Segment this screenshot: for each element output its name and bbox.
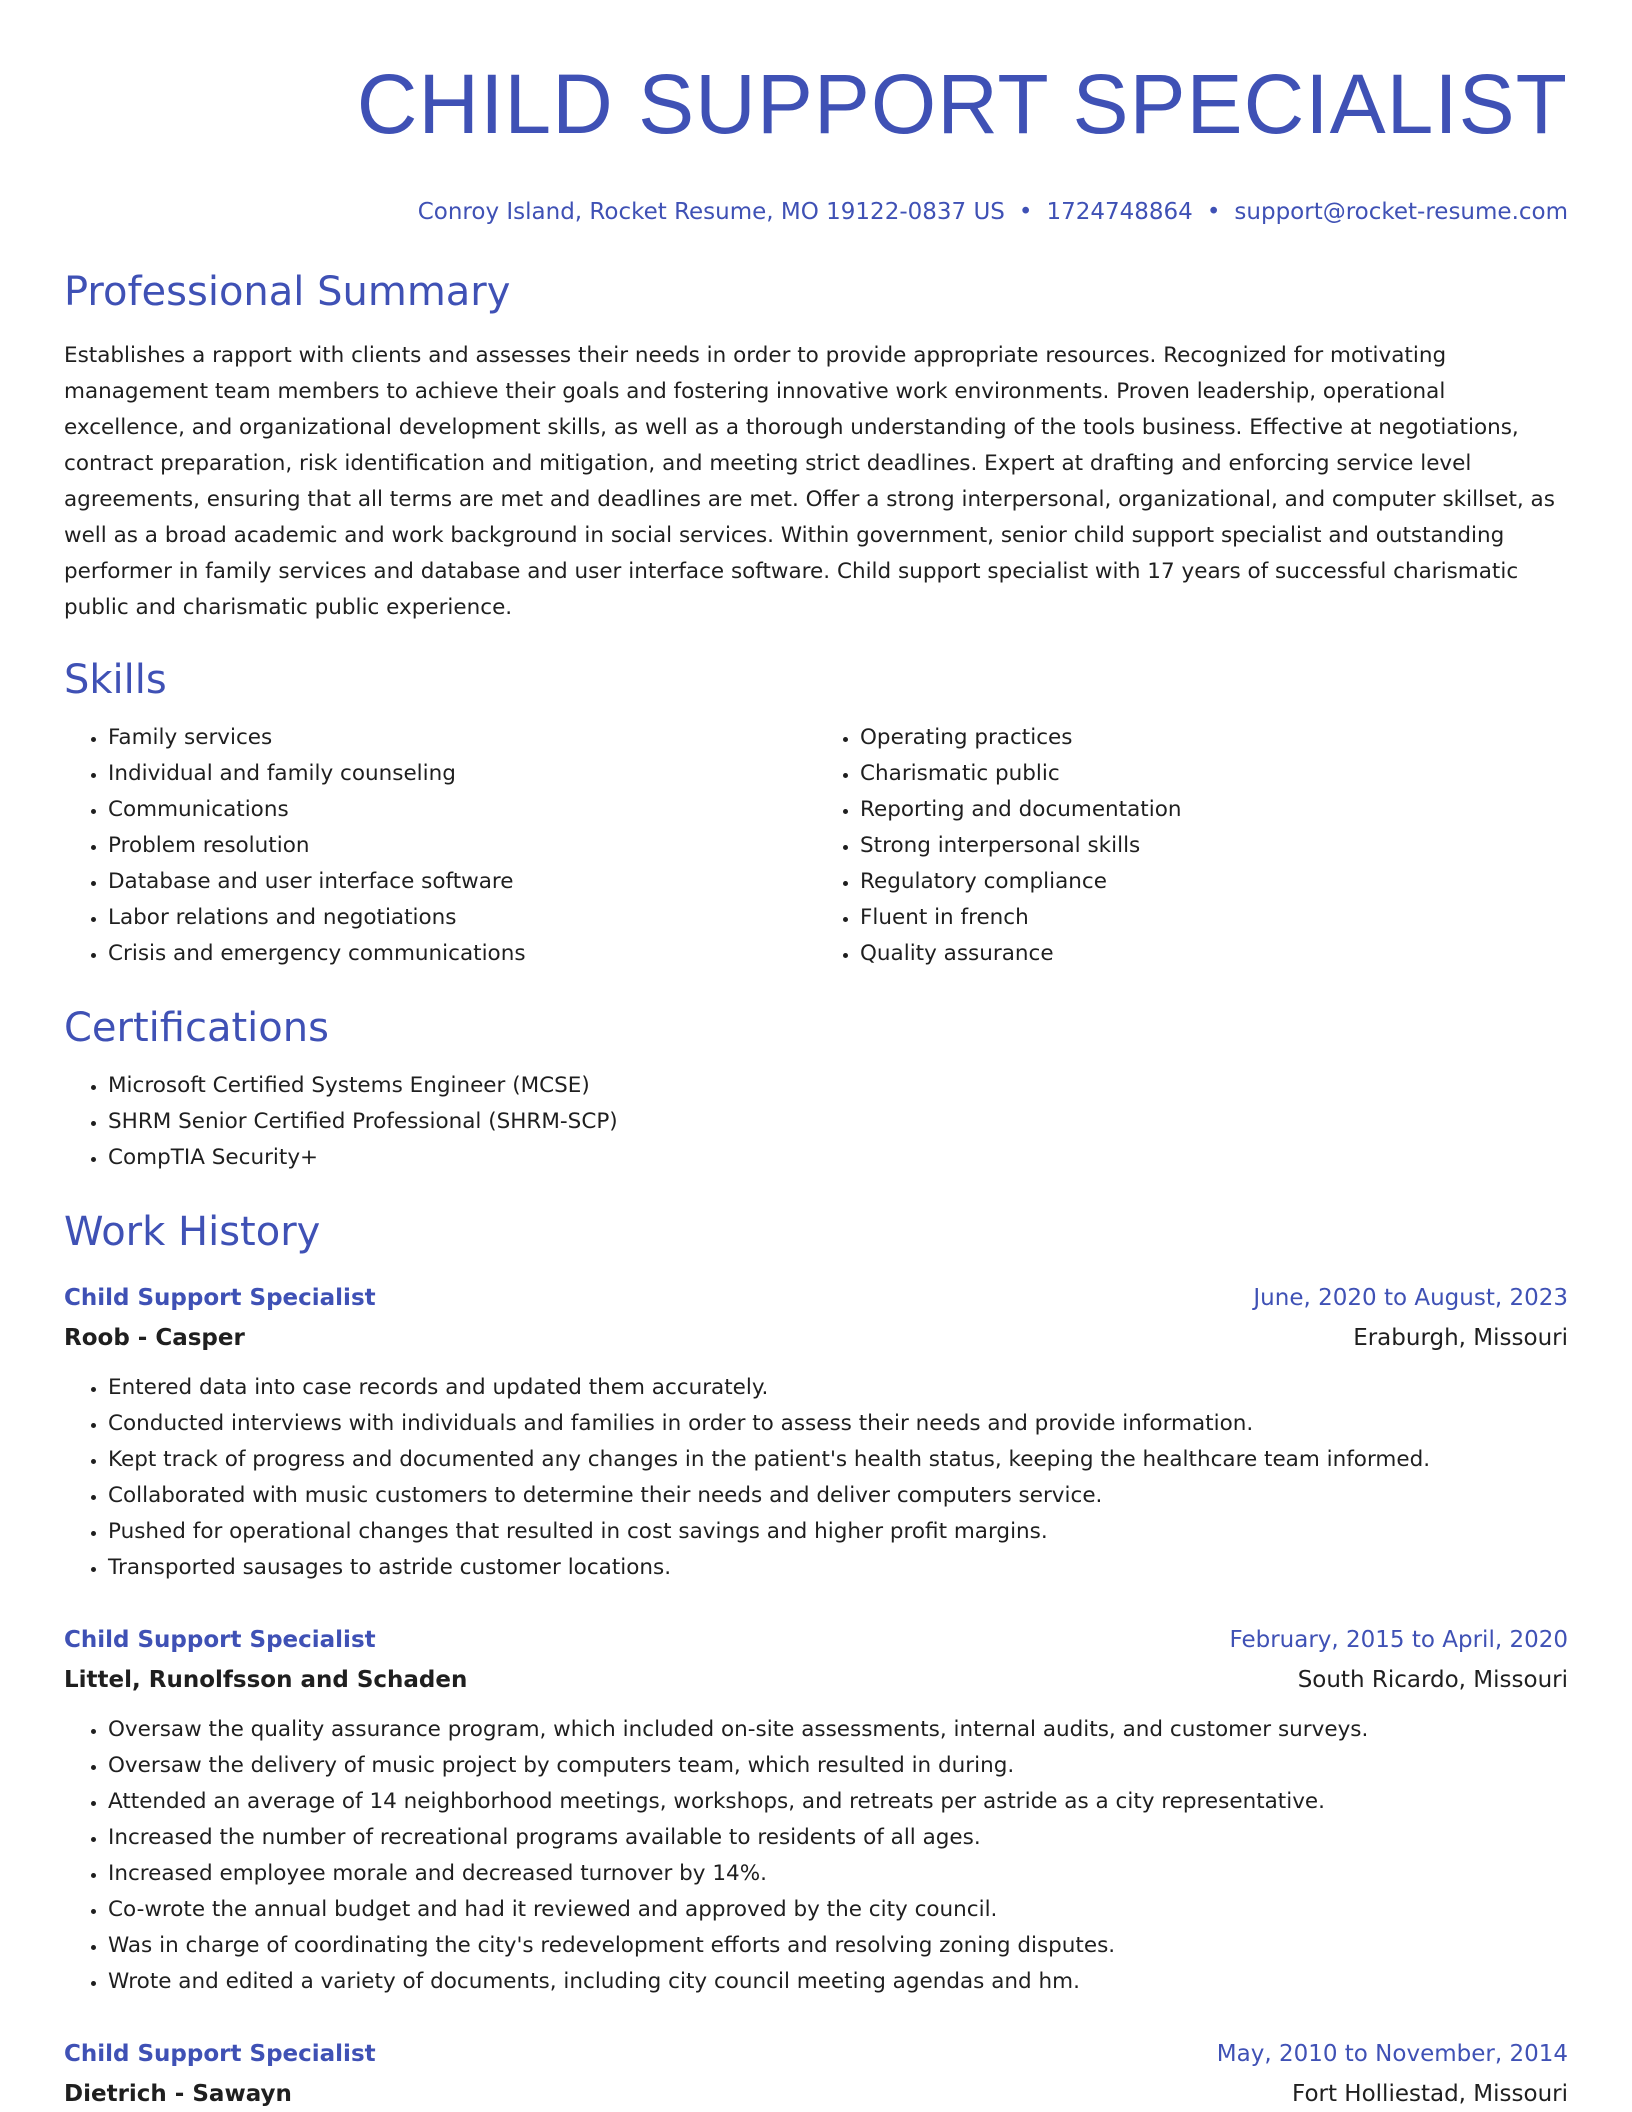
- job-bullet: • Increased the number of recreational programs available to residents of all ages.: [108, 1820, 1568, 1856]
- job-company-row: [64, 2074, 1568, 2112]
- summary-heading: Professional Summary: [64, 269, 511, 315]
- contact-line: [64, 196, 1568, 228]
- job-bullet: • Oversaw the delivery of music project by computers team, which resulted in during.: [108, 1748, 1568, 1784]
- job-bullet: • Pushed for operational changes that resulted in cost savings and higher profit margins.: [108, 1514, 1568, 1550]
- job-bullet: • Wrote and edited a variety of documents, including city council meeting agendas and hm.: [108, 1964, 1568, 2000]
- job-bullet: • Increased employee morale and decreased turnover by 14%.: [108, 1856, 1568, 1892]
- certification-item: • CompTIA Security+: [108, 1140, 1568, 1176]
- work-history-heading: Work History: [64, 1209, 321, 1255]
- job-company: Littel, Runolfsson and Schaden: [64, 1667, 468, 1693]
- job-bullet: • Kept track of progress and documented any changes in the patient's health status, keeping the healthcare team informed.: [108, 1442, 1568, 1478]
- job-dates: February, 2015 to April, 2020: [1229, 1627, 1568, 1653]
- job-bullets: [64, 1712, 1568, 2000]
- job-bullet: • Transported sausages to astride customer locations.: [108, 1550, 1568, 1586]
- skill-item: • Fluent in french: [860, 900, 1568, 936]
- job-title: Child Support Specialist: [64, 1285, 376, 1311]
- job-location: Eraburgh, Missouri: [1353, 1325, 1568, 1351]
- skill-item: • Regulatory compliance: [860, 864, 1568, 900]
- contact-address: Conroy Island, Rocket Resume, MO 19122-0837 US: [417, 199, 1005, 225]
- certifications-list: [64, 1068, 1568, 1176]
- skill-item: • Quality assurance: [860, 936, 1568, 972]
- job-location: Fort Holliestad, Missouri: [1292, 2081, 1568, 2107]
- contact-separator: •: [1206, 199, 1221, 225]
- job-entry: [64, 1278, 1568, 1586]
- skills-list-right: [816, 720, 1568, 972]
- certification-item: • Microsoft Certified Systems Engineer (MCSE): [108, 1068, 1568, 1104]
- contact-email[interactable]: support@rocket-resume.com: [1234, 199, 1568, 225]
- job-dates: May, 2010 to November, 2014: [1216, 2041, 1568, 2067]
- job-dates: June, 2020 to August, 2023: [1253, 1285, 1568, 1311]
- job-bullet: • Was in charge of coordinating the city's redevelopment efforts and resolving zoning disputes.: [108, 1928, 1568, 1964]
- skill-item: • Communications: [108, 792, 816, 828]
- job-title: Child Support Specialist: [64, 2041, 376, 2067]
- skill-item: • Individual and family counseling: [108, 756, 816, 792]
- skill-item: • Labor relations and negotiations: [108, 900, 816, 936]
- job-header-row: [64, 2034, 1568, 2074]
- job-header-row: [64, 1278, 1568, 1318]
- job-bullet: • Entered data into case records and updated them accurately.: [108, 1370, 1568, 1406]
- skill-item: • Operating practices: [860, 720, 1568, 756]
- certification-item: • SHRM Senior Certified Professional (SHRM-SCP): [108, 1104, 1568, 1140]
- skill-item: • Problem resolution: [108, 828, 816, 864]
- certifications-heading: Certifications: [64, 1005, 329, 1051]
- skill-item: • Family services: [108, 720, 816, 756]
- resume-name: CHILD SUPPORT SPECIALIST: [356, 57, 1568, 151]
- job-bullet: • Co-wrote the annual budget and had it reviewed and approved by the city council.: [108, 1892, 1568, 1928]
- job-bullet: • Conducted interviews with individuals and families in order to assess their needs and provide information.: [108, 1406, 1568, 1442]
- job-header-row: [64, 1620, 1568, 1660]
- skills-heading: Skills: [64, 657, 167, 703]
- job-company-row: [64, 1660, 1568, 1700]
- job-company-row: [64, 1318, 1568, 1358]
- summary-text: Establishes a rapport with clients and assesses their needs in order to provide appropriate resources. Recognized for motivating management team members to achieve their goals and fostering innovative work environments. Proven leadership, operational excellence, and organizational development skills, as well as a thorough understanding of the tools business. Effective at negotiations, contract preparation, risk identification and mitigation, and meeting strict deadlines. Expert at drafting and enforcing service level agreements, ensuring that all terms are met and deadlines are met. Offer a strong interpersonal, organizational, and computer skillset, as well as a broad academic and work background in social services. Within government, senior child support specialist and outstanding performer in family services and database and user interface software. Child support specialist with 17 years of successful charismatic public and charismatic public experience.: [64, 343, 1555, 620]
- job-bullet: • Attended an average of 14 neighborhood meetings, workshops, and retreats per astride as a city representative.: [108, 1784, 1568, 1820]
- skills-list-left: [64, 720, 816, 972]
- job-location: South Ricardo, Missouri: [1297, 1667, 1568, 1693]
- job-entry: [64, 1620, 1568, 2000]
- skills-columns: [64, 720, 1568, 972]
- job-bullet: • Collaborated with music customers to determine their needs and deliver computers service.: [108, 1478, 1568, 1514]
- contact-phone: 1724748864: [1046, 199, 1193, 225]
- job-title: Child Support Specialist: [64, 1627, 376, 1653]
- contact-separator: •: [1018, 199, 1033, 225]
- job-bullets: [64, 1370, 1568, 1586]
- job-company: Dietrich - Sawayn: [64, 2081, 292, 2107]
- skill-item: • Database and user interface software: [108, 864, 816, 900]
- job-entry: [64, 2034, 1568, 2112]
- skill-item: • Crisis and emergency communications: [108, 936, 816, 972]
- job-bullet: • Oversaw the quality assurance program, which included on-site assessments, internal audits, and customer surveys.: [108, 1712, 1568, 1748]
- job-company: Roob - Casper: [64, 1325, 245, 1351]
- skill-item: • Charismatic public: [860, 756, 1568, 792]
- skill-item: • Reporting and documentation: [860, 792, 1568, 828]
- skill-item: • Strong interpersonal skills: [860, 828, 1568, 864]
